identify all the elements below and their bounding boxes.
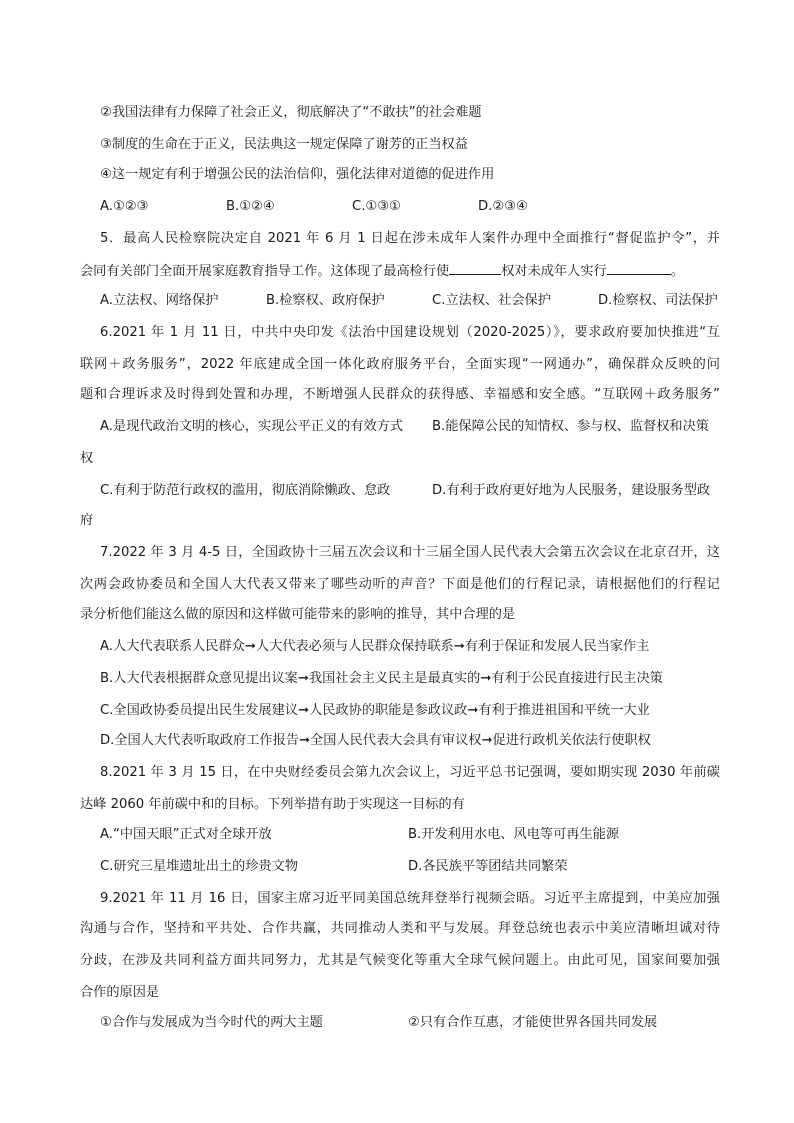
q8-option-b: B.开发利用水电、风电等可再生能源 xyxy=(408,827,620,842)
q6-stem-line-2: 联网＋政务服务”，2022 年底建成全国一体化政府服务平台，全面实现“一网通办”，确保群众反映的问 xyxy=(80,357,720,372)
q5-stem-line-2: 会同有关部门全面开展家庭教育指导工作。这体现了最高检行使 权对未成年人实行 。 xyxy=(80,260,720,281)
q5-option-b: B.检察权、政府保护 xyxy=(266,293,385,308)
q4-statement-2: ②我国法律有力保障了社会正义，彻底解决了“不敢扶”的社会难题 xyxy=(100,105,482,120)
q4-statement-3: ③制度的生命在于正义，民法典这一规定保障了谢芳的正当权益 xyxy=(100,137,468,152)
q7-stem-line-3: 录分析他们能这么做的原因和这样做可能带来的影响的推导，其中合理的是 xyxy=(80,607,516,622)
q6-stem-line-1: 6.2021 年 1 月 11 日，中共中央印发《法治中国建设规划（2020-2025）》，要求政府要加快推进“互 xyxy=(100,325,720,340)
q5-option-a: A.立法权、网络保护 xyxy=(100,293,219,308)
q6-option-d: D.有利于政府更好地为人民服务，建设服务型政 xyxy=(432,483,711,498)
q7-option-d: D.全国人大代表听取政府工作报告➞全国人民代表大会具有审议权➞促进行政机关依法行使职权 xyxy=(100,733,651,748)
q9-statement-1: ①合作与发展成为当今时代的两大主题 xyxy=(100,1015,323,1030)
q8-option-c: C.研究三星堆遗址出土的珍贵文物 xyxy=(100,859,299,874)
q6-stem-line-3: 题和合理诉求及时得到处置和办理，不断增强人民群众的获得感、幸福感和安全感。“互联网＋政务服务” xyxy=(80,387,720,402)
q9-statement-2: ②只有合作互惠，才能使世界各国共同发展 xyxy=(408,1015,658,1030)
q7-stem-line-2: 次两会政协委员和全国人大代表又带来了哪些动听的声音？下面是他们的行程记录，请根据他们的行程记 xyxy=(80,577,720,592)
q7-stem-line-1: 7.2022 年 3 月 4-5 日，全国政协十三届五次会议和十三届全国人民代表大会第五次会议在北京召开，这 xyxy=(100,545,720,560)
q4-option-d: D.②③④ xyxy=(478,199,528,214)
q5-option-d: D.检察权、司法保护 xyxy=(598,293,718,308)
q5-option-c: C.立法权、社会保护 xyxy=(432,293,551,308)
q6-option-b: B.能保障公民的知情权、参与权、监督权和决策 xyxy=(432,419,709,434)
q9-stem-line-1: 9.2021 年 11 月 16 日，国家主席习近平同美国总统拜登举行视频会晤。习近平主席提到，中美应加强 xyxy=(100,891,720,906)
q4-option-a: A.①②③ xyxy=(100,199,149,214)
q4-statement-4: ④这一规定有利于增强公民的法治信仰，强化法律对道德的促进作用 xyxy=(100,167,495,182)
q8-stem-line-2: 达峰 2060 年前碳中和的目标。下列举措有助于实现这一目标的有 xyxy=(80,797,465,812)
q7-option-a: A.人大代表联系人民群众➞人大代表必须与人民群众保持联系➞有利于保证和发展人民当家作主 xyxy=(100,639,650,654)
q6-option-b-wrap: 权 xyxy=(80,451,94,466)
q8-option-d: D.各民族平等团结共同繁荣 xyxy=(408,859,568,874)
q5-stem-line-1: 5．最高人民检察院决定自 2021 年 6 月 1 日起在涉未成年人案件办理中全面推行“督促监护令”，并 xyxy=(100,231,720,246)
q6-option-a: A.是现代政治文明的核心，实现公平正义的有效方式 xyxy=(100,419,404,434)
q5-blank-1 xyxy=(449,260,501,275)
q4-option-c: C.①③① xyxy=(352,199,401,214)
q6-option-d-wrap: 府 xyxy=(80,513,94,528)
q7-option-b: B.人大代表根据群众意见提出议案➞我国社会主义民主是最真实的➞有利于公民直接进行民主决策 xyxy=(100,671,663,686)
q6-option-c: C.有利于防范行政权的滥用，彻底消除懒政、怠政 xyxy=(100,483,391,498)
q8-stem-line-1: 8.2021 年 3 月 15 日，在中央财经委员会第九次会议上，习近平总书记强调，要如期实现 2030 年前碳 xyxy=(100,765,720,780)
q9-stem-line-4: 合作的原因是 xyxy=(80,985,160,1000)
q8-option-a: A.“中国天眼”正式对全球开放 xyxy=(100,827,272,842)
q7-option-c: C.全国政协委员提出民生发展建议➞人民政协的职能是参政议政➞有利于推进祖国和平统一大业 xyxy=(100,703,650,718)
q9-stem-line-2: 沟通与合作，坚持和平共处、合作共赢，共同推动人类和平与发展。拜登总统也表示中美应清晰坦诚对待 xyxy=(80,921,720,936)
q5-blank-2 xyxy=(607,260,671,275)
q4-option-b: B.①②④ xyxy=(226,199,275,214)
q9-stem-line-3: 分歧，在涉及共同利益方面共同努力，尤其是气候变化等重大全球气候问题上。由此可见，国家间要加强 xyxy=(80,953,720,968)
